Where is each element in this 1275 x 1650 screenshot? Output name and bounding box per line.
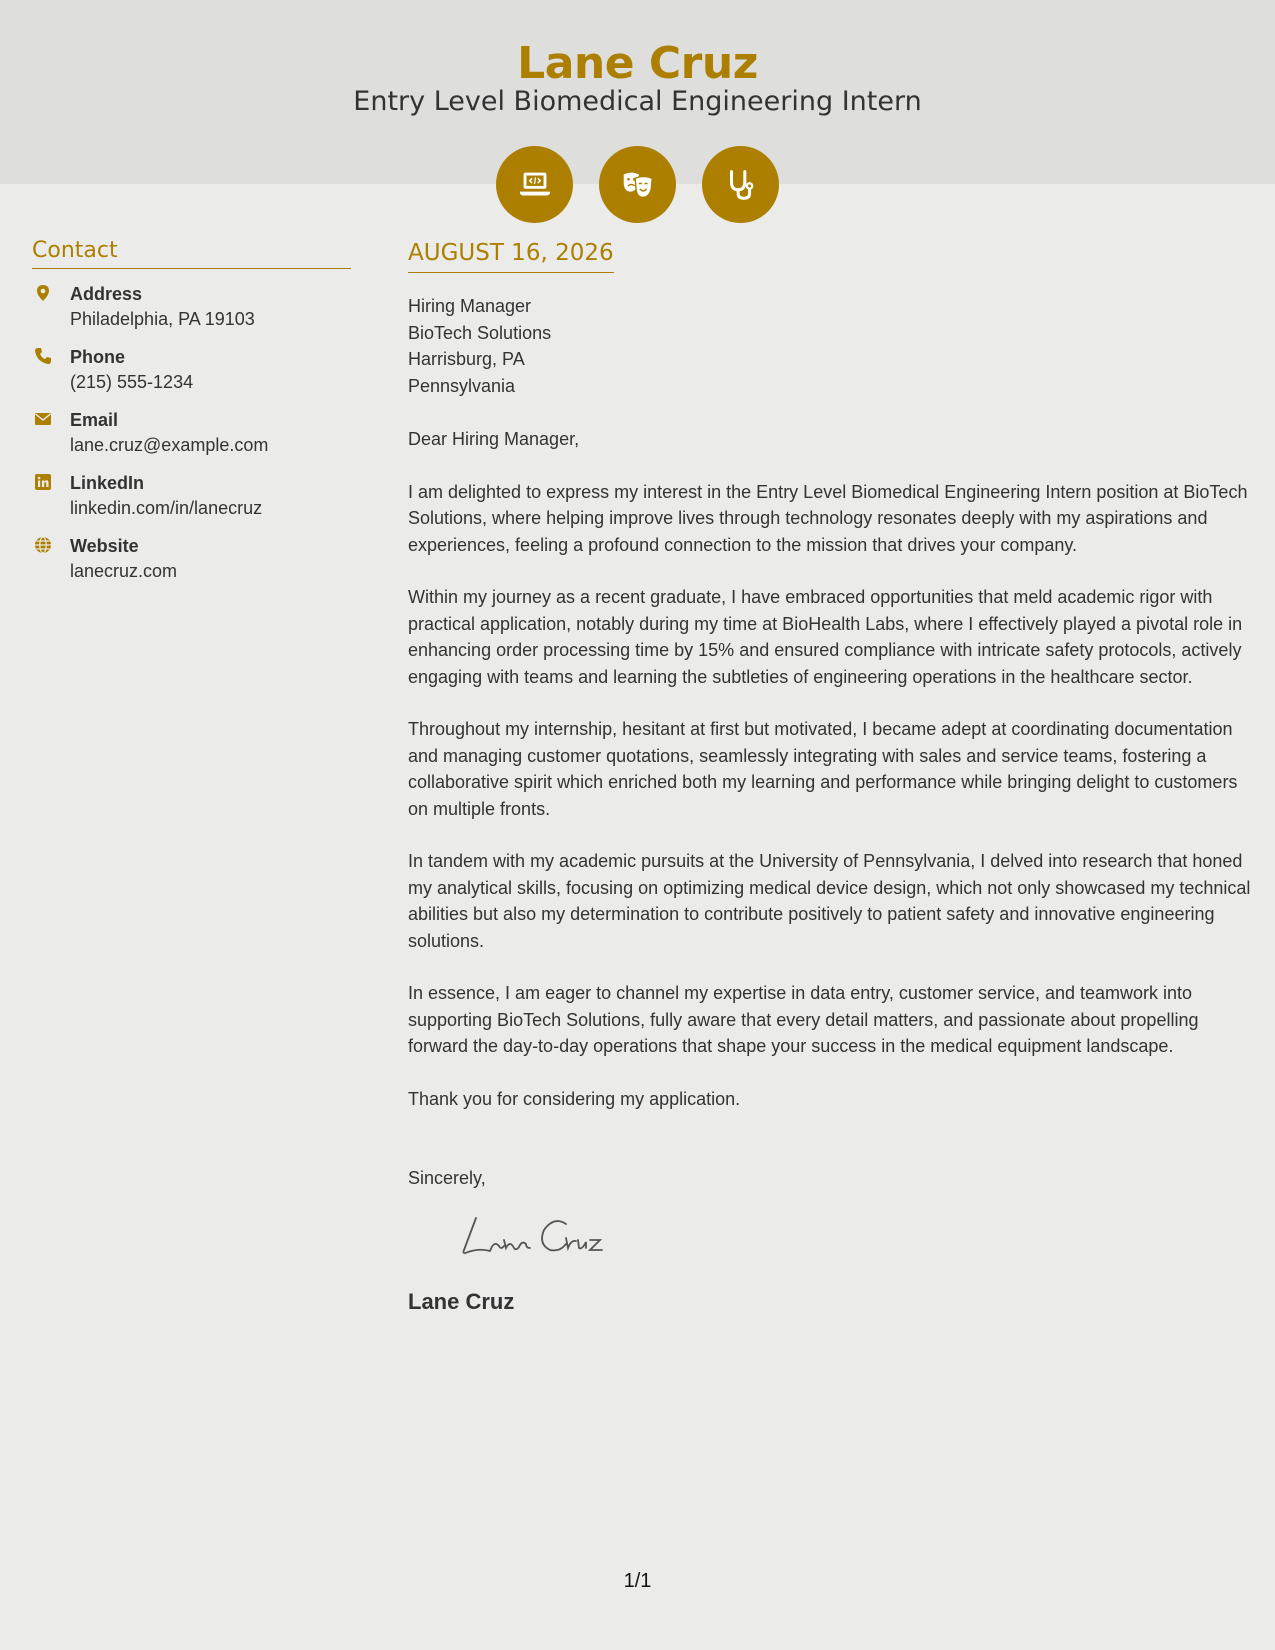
globe-icon bbox=[34, 536, 52, 554]
contact-section-title: Contact bbox=[32, 238, 351, 269]
email-link[interactable]: lane.cruz@example.com bbox=[70, 435, 269, 455]
interest-badges bbox=[496, 146, 779, 223]
letter-body bbox=[408, 240, 1253, 1315]
contact-label: Address bbox=[70, 284, 143, 304]
recipient-line: Pennsylvania bbox=[408, 375, 516, 396]
handwritten-signature bbox=[454, 1210, 624, 1262]
masks-theater-icon bbox=[619, 166, 657, 204]
recipient-line: Harrisburg, PA bbox=[408, 349, 525, 369]
contact-linkedin bbox=[32, 470, 351, 533]
contact-phone bbox=[32, 344, 351, 407]
phone-icon bbox=[34, 347, 52, 365]
recipient-line: BioTech Solutions bbox=[408, 322, 552, 343]
paragraph: I am delighted to express my interest in the Entry Level Biomedical Engineering Intern position at BioTech Solutions, where helping improve lives through technology resonates deeply with my aspirations and experiences, feeling a profound connection to the mission that drives your company. bbox=[408, 481, 1248, 555]
recipient-block bbox=[408, 293, 1253, 399]
letter-date: AUGUST 16, 2026 bbox=[408, 240, 614, 273]
paragraph: Throughout my internship, hesitant at first but motivated, I became adept at coordinating documentation and managing customer quotations, seamlessly integrating with sales and service teams, fostering a collaborative spirit which enriched both my learning and performance while bringing delight to customers on multiple fronts. bbox=[408, 719, 1238, 819]
masks-theater-badge bbox=[599, 146, 676, 223]
contact-value: (215) 555-1234 bbox=[70, 372, 194, 392]
envelope-icon bbox=[34, 410, 52, 428]
contact-label: Website bbox=[70, 536, 139, 556]
contact-website bbox=[32, 533, 351, 596]
laptop-code-icon bbox=[516, 166, 554, 204]
contact-address bbox=[32, 281, 351, 344]
salutation: Dear Hiring Manager, bbox=[408, 429, 580, 449]
signer-name: Lane Cruz bbox=[408, 1288, 515, 1314]
paragraph: In essence, I am eager to channel my expertise in data entry, customer service, and teamwork into supporting BioTech Solutions, fully aware that every detail matters, and passionate about propelling forward the day-to-day operations that shape your success in the medical equipment landscape. bbox=[408, 983, 1199, 1056]
stethoscope-badge bbox=[702, 146, 779, 223]
contact-label: Email bbox=[70, 410, 119, 430]
paragraph: In tandem with my academic pursuits at the University of Pennsylvania, I delved into research that honed my analytical skills, focusing on optimizing medical device design, which not only showcased my technical abilities but also my determination to contribute positively to patient safety and innovative engineering solutions. bbox=[408, 851, 1251, 951]
linkedin-icon bbox=[34, 473, 52, 491]
closing: Sincerely, bbox=[408, 1168, 486, 1188]
contact-label: Phone bbox=[70, 347, 126, 367]
website-link[interactable]: lanecruz.com bbox=[70, 561, 178, 581]
linkedin-link[interactable]: linkedin.com/in/lanecruz bbox=[70, 498, 263, 518]
contact-label: LinkedIn bbox=[70, 473, 145, 493]
page-number: 1/1 bbox=[623, 1570, 652, 1592]
job-title: Entry Level Biomedical Engineering Intern bbox=[353, 86, 922, 117]
location-pin-icon bbox=[34, 284, 52, 302]
sidebar bbox=[32, 238, 351, 596]
paragraph: Within my journey as a recent graduate, I have embraced opportunities that meld academic rigor with practical application, notably during my time at BioHealth Labs, where I effectively played a pivotal role in enhancing order processing time by 15% and ensured compliance with intricate safety protocols, actively engaging with teams and learning the subtleties of engineering operations in the healthcare sector. bbox=[408, 587, 1243, 687]
applicant-name: Lane Cruz bbox=[517, 38, 758, 89]
laptop-code-badge bbox=[496, 146, 573, 223]
contact-value: Philadelphia, PA 19103 bbox=[70, 309, 255, 329]
contact-list bbox=[32, 281, 351, 596]
paragraph: Thank you for considering my application. bbox=[408, 1088, 741, 1109]
recipient-line: Hiring Manager bbox=[408, 296, 532, 316]
stethoscope-icon bbox=[722, 166, 760, 204]
contact-email bbox=[32, 407, 351, 470]
